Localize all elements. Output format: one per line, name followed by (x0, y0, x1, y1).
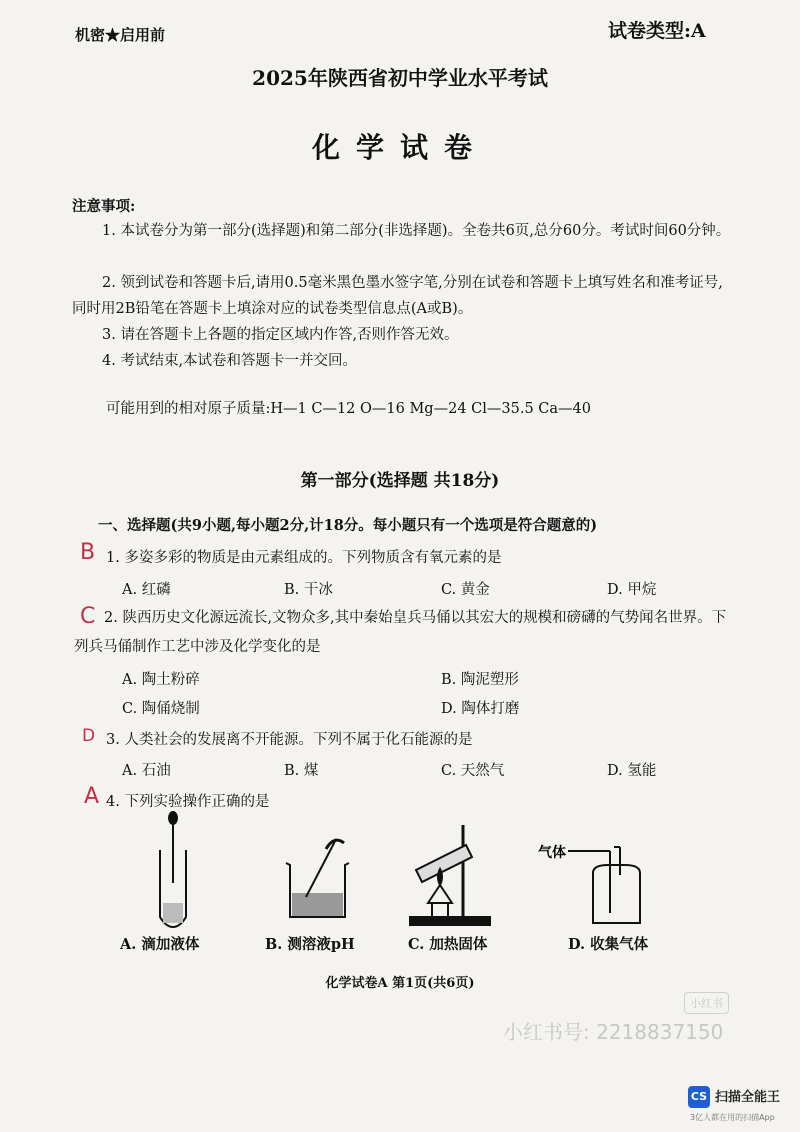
q3-option-d: D. 氢能 (607, 763, 657, 779)
gas-label: 气体 (538, 845, 566, 861)
page-footer: 化学试卷A 第1页(共6页) (325, 976, 475, 991)
q2-option-a: A. 陶土粉碎 (122, 672, 200, 688)
q3-option-b: B. 煤 (284, 763, 319, 779)
notice-item-4: 4. 考试结束,本试卷和答题卡一并交回。 (102, 353, 358, 369)
q4-option-c: C. 加热固体 (408, 936, 488, 953)
question-1-stem: 1. 多姿多彩的物质是由元素组成的。下列物质含有氧元素的是 (106, 550, 502, 566)
secret-label: 机密★启用前 (75, 26, 166, 44)
atomic-masses: 可能用到的相对原子质量:H—1 C—12 O—16 Mg—24 Cl—35.5 Ca—40 (106, 401, 591, 417)
answer-mark-q2: C (80, 604, 96, 629)
experiment-figures (0, 805, 800, 935)
notice-item-2: 2. 领到试卷和答题卡后,请用0.5毫米黑色墨水签字笔,分别在试卷和答题卡上填写姓名和准考证号,同时用2B铅笔在答题卡上填涂对应的试卷类型信息点(A或B)。 (72, 275, 723, 317)
q2-option-b: B. 陶泥塑形 (441, 672, 519, 688)
part1-title: 第一部分(选择题 共18分) (300, 471, 500, 491)
q1-option-c: C. 黄金 (441, 582, 490, 598)
q1-option-d: D. 甲烷 (607, 582, 657, 598)
figure-c-heating-solid (410, 825, 490, 925)
q4-option-d: D. 收集气体 (568, 936, 649, 953)
watermark-badge: 小红书 (684, 992, 729, 1014)
q3-option-c: C. 天然气 (441, 763, 505, 779)
figure-d-gas-collection (568, 847, 640, 923)
exam-title: 2025年陕西省初中学业水平考试 (252, 66, 548, 90)
notice-item-1: 1. 本试卷分为第一部分(选择题)和第二部分(非选择题)。全卷共6页,总分60分。考试时间60分钟。 (102, 223, 731, 239)
paper-type-label: 试卷类型:A (608, 20, 706, 42)
question-4-stem: 4. 下列实验操作正确的是 (106, 794, 270, 810)
exam-subtitle: 化学试卷 (311, 131, 488, 164)
q4-option-b: B. 测溶液pH (265, 936, 355, 953)
camscanner-name: 扫描全能王 (715, 1090, 781, 1105)
watermark-user: 小红书号: 2218837150 (503, 1020, 724, 1044)
q1-option-b: B. 干冰 (284, 582, 333, 598)
q3-option-a: A. 石油 (122, 763, 171, 779)
notice-heading: 注意事项: (72, 198, 136, 215)
answer-mark-q4: A (84, 784, 100, 809)
camscanner-tagline: 3亿人都在用的扫描App (690, 1113, 775, 1122)
camscanner-logo-icon: CS (688, 1086, 710, 1108)
question-3-stem: 3. 人类社会的发展离不开能源。下列不属于化石能源的是 (106, 732, 473, 748)
q4-option-a: A. 滴加液体 (120, 936, 200, 953)
section-title: 一、选择题(共9小题,每小题2分,计18分。每小题只有一个选项是符合题意的) (98, 517, 598, 534)
notice-item-3: 3. 请在答题卡上各题的指定区域内作答,否则作答无效。 (102, 327, 459, 343)
figure-b-beaker-ph (286, 839, 349, 917)
figure-a-test-tube-dropper (160, 812, 186, 927)
q2-option-d: D. 陶体打磨 (441, 701, 520, 717)
question-2-stem: 2. 陕西历史文化源远流长,文物众多,其中秦始皇兵马俑以其宏大的规模和磅礴的气势闻名世界。下列兵马俑制作工艺中涉及化学变化的是 (74, 610, 727, 655)
q1-option-a: A. 红磷 (122, 582, 171, 598)
answer-mark-q3: D (82, 726, 96, 746)
q2-option-c: C. 陶俑烧制 (122, 701, 200, 717)
answer-mark-q1: B (80, 540, 96, 565)
